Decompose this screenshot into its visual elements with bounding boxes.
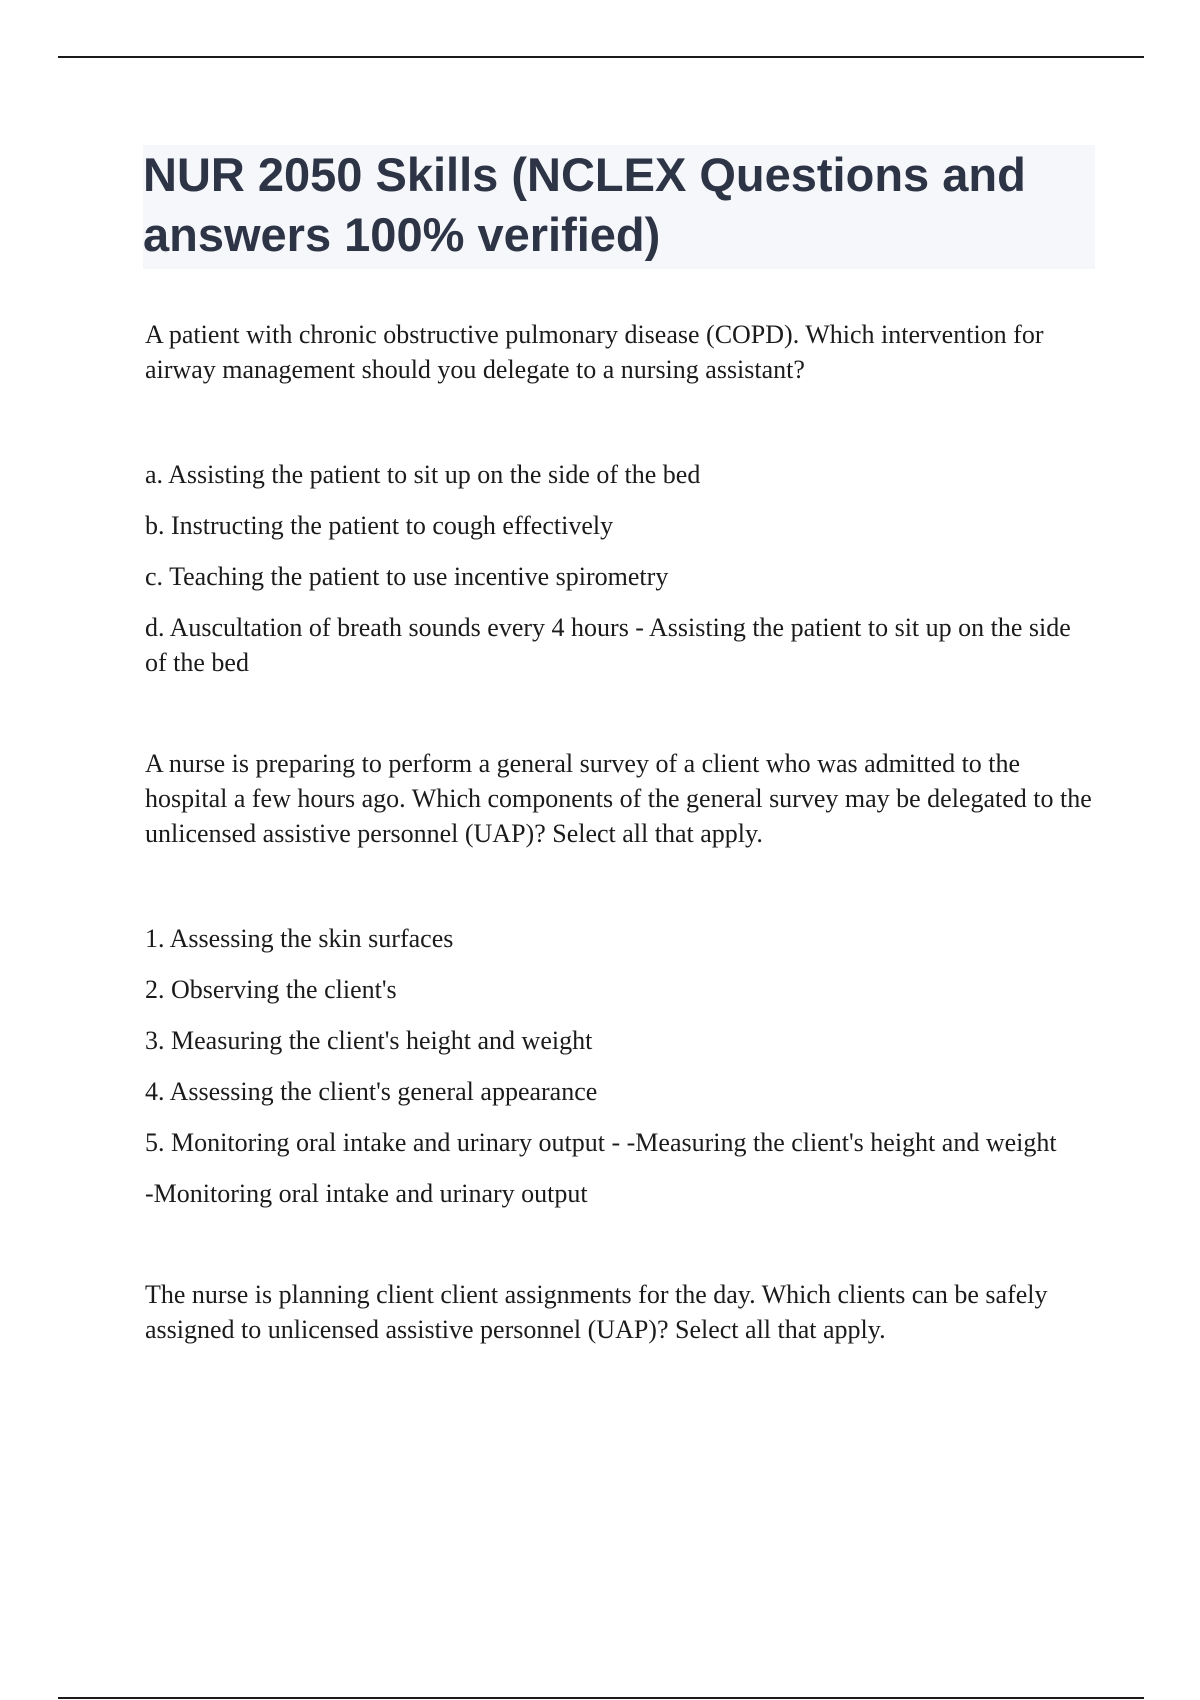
- question-1-options: [145, 457, 1095, 680]
- option-a: a. Assisting the patient to sit up on the side of the bed: [145, 460, 701, 489]
- option-3: 3. Measuring the client's height and weight: [145, 1026, 593, 1055]
- top-divider: [58, 56, 1144, 58]
- option-1: 1. Assessing the skin surfaces: [145, 924, 454, 953]
- document-title: NUR 2050 Skills (NCLEX Questions and answers 100% verified): [143, 148, 1026, 261]
- option-c: c. Teaching the patient to use incentive spirometry: [145, 562, 669, 591]
- question-3: The nurse is planning client client assignments for the day. Which clients can be safely assigned to unlicensed assistive personnel (UAP)? Select all that apply.: [145, 1280, 1048, 1344]
- question-2: A nurse is preparing to perform a general survey of a client who was admitted to the hospital a few hours ago. Which components of the general survey may be delegated to the unlicensed assistive personnel (UAP)? Select all that apply.: [145, 749, 1092, 848]
- option-b: b. Instructing the patient to cough effectively: [145, 511, 614, 540]
- bottom-divider: [58, 1697, 1144, 1699]
- question-1: A patient with chronic obstructive pulmonary disease (COPD). Which intervention for airway management should you delegate to a nursing assistant?: [145, 320, 1044, 384]
- document-body: [145, 145, 1095, 1347]
- option-4: 4. Assessing the client's general appearance: [145, 1077, 598, 1106]
- answer-line: -Monitoring oral intake and urinary output: [145, 1179, 588, 1208]
- option-d: d. Auscultation of breath sounds every 4 hours - Assisting the patient to sit up on the side of the bed: [145, 613, 1071, 677]
- title-banner: [143, 145, 1095, 269]
- question-2-options: [145, 921, 1095, 1211]
- option-5: 5. Monitoring oral intake and urinary output - -Measuring the client's height and weight: [145, 1128, 1057, 1157]
- option-2: 2. Observing the client's: [145, 975, 397, 1004]
